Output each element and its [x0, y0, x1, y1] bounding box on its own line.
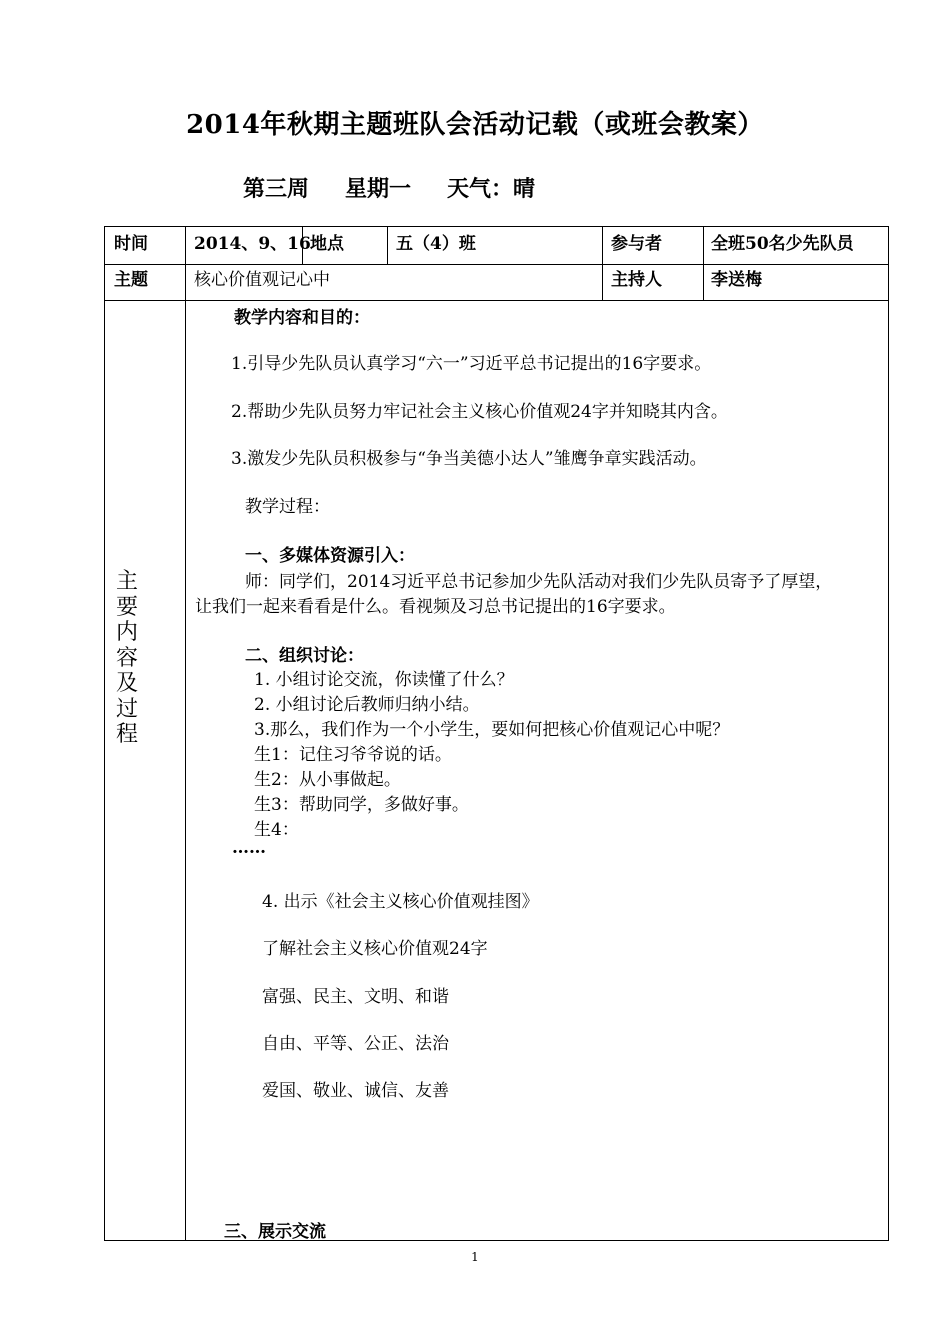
student-answer: 生2：从小事做起。	[254, 770, 401, 790]
goal-item: 2.帮助少先队员努力牢记社会主义核心价值观24字并知晓其内含。	[231, 402, 728, 422]
side-char: 内	[115, 620, 138, 645]
theme-value: 核心价值观记心中	[194, 270, 330, 290]
host-value: 李送梅	[711, 270, 762, 290]
week-day-weather	[243, 172, 535, 203]
table-divider	[185, 227, 186, 1240]
item-four: 4. 出示《社会主义核心价值观挂图》	[262, 892, 539, 912]
goals-heading: 教学内容和目的：	[234, 308, 370, 328]
side-char: 要	[115, 594, 138, 620]
week-label: 第三周	[243, 176, 310, 202]
table-divider	[105, 264, 888, 265]
participants-label: 参与者	[611, 234, 662, 254]
participants-value: 全班50名少先队员	[711, 234, 854, 254]
document-title: 2014年秋期主题班队会活动记载（或班会教案）	[186, 110, 764, 140]
theme-label: 主题	[114, 270, 148, 290]
side-char: 容	[115, 645, 138, 671]
process-heading: 教学过程：	[245, 497, 330, 517]
table-divider	[387, 227, 388, 264]
place-label: 地点	[310, 234, 344, 254]
section-heading: 一、多媒体资源引入：	[245, 546, 415, 566]
goal-item: 1.引导少先队员认真学习“六一”习近平总书记提出的16字要求。	[231, 354, 712, 374]
discussion-item: 1. 小组讨论交流，你读懂了什么？	[254, 670, 514, 690]
paragraph-line: 师：同学们，2014习近平总书记参加少先队活动对我们少先队员寄予了厚望，	[245, 572, 833, 592]
student-answer: 生3：帮助同学，多做好事。	[254, 795, 469, 815]
table-divider	[602, 227, 603, 300]
ellipsis: ……	[232, 838, 266, 858]
table-divider	[703, 227, 704, 300]
place-value: 五（4）班	[396, 234, 476, 254]
time-value: 2014、9、16	[194, 234, 311, 254]
student-answer: 生4：	[254, 820, 299, 840]
goal-item: 3.激发少先队员积极参与“争当美德小达人”雏鹰争章实践活动。	[231, 449, 707, 469]
table-divider	[105, 300, 888, 301]
side-char: 及	[115, 671, 138, 696]
page-number: 1	[471, 1250, 479, 1264]
host-label: 主持人	[611, 270, 662, 290]
side-char: 程	[115, 722, 138, 747]
time-label: 时间	[114, 234, 148, 254]
paragraph-line: 让我们一起来看看是什么。看视频及习总书记提出的16字要求。	[195, 597, 676, 617]
weather-label: 天气：晴	[447, 176, 536, 202]
side-char: 主	[115, 569, 138, 594]
values-line: 自由、平等、公正、法治	[262, 1034, 449, 1054]
side-char: 过	[115, 696, 138, 722]
section-heading: 三、展示交流	[224, 1222, 326, 1242]
main-content-side-label	[113, 569, 141, 748]
day-label: 星期一	[345, 176, 412, 202]
values-line: 爱国、敬业、诚信、友善	[262, 1081, 449, 1101]
values-line: 富强、民主、文明、和谐	[262, 987, 449, 1007]
section-heading: 二、组织讨论：	[245, 646, 364, 666]
values-intro: 了解社会主义核心价值观24字	[262, 939, 488, 959]
discussion-item: 3.那么，我们作为一个小学生，要如何把核心价值观记心中呢？	[254, 720, 730, 740]
student-answer: 生1：记住习爷爷说的话。	[254, 745, 452, 765]
discussion-item: 2. 小组讨论后教师归纳小结。	[254, 695, 480, 715]
